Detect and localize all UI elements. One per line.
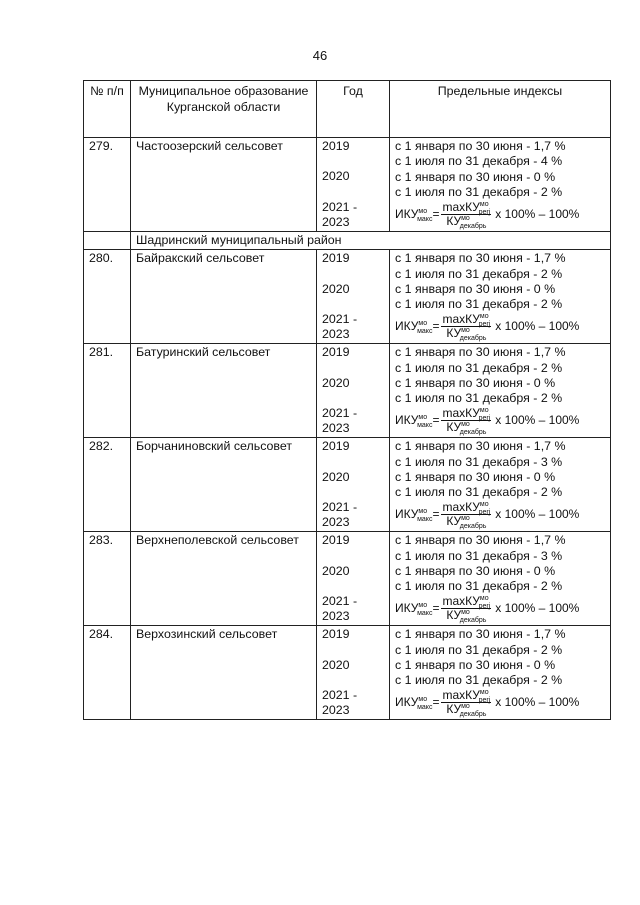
- denominator-base: КУ: [446, 419, 462, 434]
- municipality-name: Частоозерский сельсовет: [136, 139, 283, 153]
- index-line: с 1 июля по 31 декабря - 3 %: [395, 454, 563, 469]
- year-range-end: 2023: [322, 609, 350, 623]
- municipality-name: Байракский сельсовет: [136, 251, 265, 266]
- index-line: с 1 июля по 31 декабря - 2 %: [395, 266, 563, 281]
- row-number: [84, 438, 131, 532]
- index-line: с 1 января по 30 июня - 0 %: [395, 281, 556, 296]
- row-years: [317, 532, 390, 626]
- row-number-text: 280.: [89, 251, 114, 266]
- formula-tail: x 100% – 100%: [495, 694, 580, 709]
- formula-denominator: [446, 609, 486, 622]
- numerator-sub: perj: [478, 209, 491, 216]
- row-indexes: [390, 626, 611, 720]
- numerator-base: maxКУ: [442, 406, 480, 421]
- formula-numerator: [441, 689, 491, 703]
- formula-denominator: [446, 215, 486, 228]
- year-2019: 2019: [322, 627, 350, 642]
- formula-lhs-base: ИКУ: [395, 412, 419, 427]
- formula-tail: x 100% – 100%: [495, 206, 580, 221]
- index-line: с 1 января по 30 июня - 1,7 %: [395, 439, 566, 454]
- formula-lhs-base: ИКУ: [395, 694, 419, 709]
- row-municipality: [131, 250, 317, 344]
- formula-lhs-sub: макс: [417, 703, 433, 711]
- year-range-start: 2021 -: [322, 199, 358, 214]
- row-years: [317, 138, 390, 232]
- municipality-name: Батуринский сельсовет: [136, 345, 271, 360]
- formula-fraction: [441, 594, 491, 624]
- formula-lhs-sub: макс: [417, 609, 433, 617]
- formula-lhs-base: ИКУ: [395, 318, 419, 333]
- formula-equals: =: [432, 206, 440, 221]
- formula-lhs-sup: мо: [418, 601, 428, 609]
- formula-lhs-sup: мо: [418, 207, 428, 215]
- index-line: с 1 января по 30 июня - 0 %: [395, 375, 556, 390]
- formula-tail: x 100% – 100%: [495, 412, 580, 427]
- formula-denominator: [446, 515, 486, 528]
- index-line: с 1 июля по 31 декабря - 2 %: [395, 297, 563, 311]
- formula-lhs-sub: макс: [417, 421, 433, 429]
- index-line: с 1 января по 30 июня - 0 %: [395, 563, 556, 578]
- year-gap: [322, 455, 384, 470]
- numerator-sup: мо: [479, 689, 489, 697]
- row-number-text: 283.: [89, 533, 114, 548]
- formula-lhs: [395, 319, 432, 334]
- denominator-base: КУ: [446, 213, 462, 228]
- year-gap: [322, 643, 384, 658]
- row-municipality: [131, 438, 317, 532]
- formula-lhs-sup: мо: [418, 695, 428, 703]
- index-line: с 1 июля по 31 декабря - 2 %: [395, 184, 563, 199]
- formula-equals: =: [432, 600, 440, 615]
- numerator-base: maxКУ: [442, 500, 480, 515]
- denominator-sup: мо: [461, 702, 470, 710]
- formula-tail: x 100% – 100%: [495, 318, 580, 333]
- index-line: с 1 июля по 31 декабря - 2 %: [395, 485, 563, 499]
- numerator-sup: мо: [479, 201, 489, 208]
- formula-denominator: [446, 421, 486, 434]
- formula-equals: =: [432, 318, 440, 333]
- year-range-start: 2021 -: [322, 593, 358, 608]
- denominator-sup: мо: [461, 420, 470, 428]
- year-2019: 2019: [322, 139, 350, 153]
- formula-lhs-sub: макс: [417, 215, 433, 223]
- denominator-base: КУ: [446, 513, 462, 528]
- year-2019: 2019: [322, 533, 350, 548]
- formula-numerator: [441, 595, 491, 609]
- numerator-sub: perj: [478, 697, 491, 705]
- formula-lhs-base: ИКУ: [395, 506, 419, 521]
- denominator-sub: декабрь: [459, 334, 487, 342]
- row-indexes: [390, 344, 611, 438]
- row-indexes: [390, 532, 611, 626]
- year-gap: [322, 485, 384, 500]
- year-gap: [322, 391, 384, 406]
- index-line: с 1 января по 30 июня - 1,7 %: [395, 627, 566, 642]
- year-2020: 2020: [322, 469, 350, 484]
- row-municipality: [131, 532, 317, 626]
- header-indexes: Предельные индексы: [390, 81, 611, 138]
- row-number: [84, 344, 131, 438]
- year-2020: 2020: [322, 563, 350, 578]
- municipality-name: Борчаниновский сельсовет: [136, 439, 293, 454]
- denominator-sup: мо: [461, 326, 470, 334]
- header-municipality: Муниципальное образование Курганской области: [131, 81, 317, 138]
- row-years: [317, 438, 390, 532]
- denominator-base: КУ: [446, 325, 462, 340]
- index-formula: [395, 500, 605, 530]
- denominator-sub: декабрь: [459, 522, 487, 530]
- formula-tail: x 100% – 100%: [495, 600, 580, 615]
- denominator-sub: декабрь: [459, 222, 487, 230]
- year-gap: [322, 673, 384, 688]
- district-subheading: Шадринский муниципальный район: [131, 232, 611, 250]
- numerator-base: maxКУ: [442, 688, 480, 703]
- numerator-sup: мо: [479, 407, 489, 415]
- district-subheading-row: [84, 232, 611, 250]
- year-range-end: 2023: [322, 421, 350, 435]
- denominator-base: КУ: [446, 607, 462, 622]
- index-formula: [395, 406, 605, 436]
- formula-lhs-sub: макс: [417, 515, 433, 523]
- year-range-end: 2023: [322, 214, 350, 229]
- formula-numerator: [441, 313, 491, 327]
- row-years: [317, 250, 390, 344]
- numerator-sup: мо: [479, 501, 489, 509]
- row-indexes: [390, 250, 611, 344]
- formula-lhs-sup: мо: [418, 319, 428, 327]
- denominator-sup: мо: [461, 608, 470, 616]
- table-row: [84, 138, 611, 232]
- year-gap: [322, 297, 384, 312]
- formula-numerator: [441, 407, 491, 421]
- formula-fraction: [441, 312, 491, 342]
- row-municipality: [131, 344, 317, 438]
- numerator-sub: perj: [478, 509, 491, 517]
- formula-numerator: [441, 501, 491, 515]
- index-line: с 1 января по 30 июня - 1,7 %: [395, 345, 566, 360]
- numerator-base: maxКУ: [442, 594, 480, 609]
- row-number-text: 281.: [89, 345, 114, 360]
- year-2019: 2019: [322, 345, 350, 360]
- row-number-text: 279.: [89, 139, 114, 153]
- formula-lhs: [395, 695, 432, 710]
- table-row: [84, 344, 611, 438]
- formula-lhs-sub: макс: [417, 327, 433, 335]
- year-range-end: 2023: [322, 703, 350, 717]
- year-range-start: 2021 -: [322, 499, 358, 514]
- year-2019: 2019: [322, 439, 350, 454]
- index-line: с 1 июля по 31 декабря - 2 %: [395, 673, 563, 687]
- year-2019: 2019: [322, 251, 350, 266]
- table-header-row: [84, 81, 611, 138]
- year-gap: [322, 185, 384, 200]
- year-2020: 2020: [322, 281, 350, 296]
- formula-lhs-base: ИКУ: [395, 600, 419, 615]
- numerator-sub: perj: [478, 603, 491, 611]
- index-formula: [395, 688, 605, 718]
- index-line: с 1 января по 30 июня - 1,7 %: [395, 139, 566, 153]
- numerator-sup: мо: [479, 313, 489, 321]
- index-line: с 1 июля по 31 декабря - 2 %: [395, 391, 563, 405]
- numerator-base: maxКУ: [442, 200, 480, 214]
- row-number-text: 282.: [89, 439, 114, 454]
- formula-lhs: [395, 207, 432, 222]
- municipality-name: Верхозинский сельсовет: [136, 627, 278, 642]
- index-line: с 1 июля по 31 декабря - 2 %: [395, 642, 563, 657]
- index-line: с 1 июля по 31 декабря - 2 %: [395, 360, 563, 375]
- formula-denominator: [446, 703, 486, 716]
- formula-lhs: [395, 413, 432, 428]
- header-year: Год: [317, 81, 390, 138]
- year-gap: [322, 579, 384, 594]
- subheading-empty-cell: [84, 232, 131, 250]
- year-range-start: 2021 -: [322, 687, 358, 702]
- formula-equals: =: [432, 694, 440, 709]
- formula-fraction: [441, 200, 491, 230]
- page-number: 46: [312, 48, 328, 63]
- denominator-sub: декабрь: [459, 428, 487, 436]
- numerator-sub: perj: [478, 415, 491, 423]
- index-formula: [395, 312, 605, 342]
- formula-lhs: [395, 601, 432, 616]
- formula-lhs: [395, 507, 432, 522]
- row-number: [84, 138, 131, 232]
- table-row: [84, 250, 611, 344]
- formula-equals: =: [432, 506, 440, 521]
- row-years: [317, 626, 390, 720]
- denominator-base: КУ: [446, 701, 462, 716]
- formula-lhs-sup: мо: [418, 413, 428, 421]
- index-formula: [395, 200, 605, 230]
- formula-equals: =: [432, 412, 440, 427]
- year-range-end: 2023: [322, 327, 350, 341]
- year-range-end: 2023: [322, 515, 350, 529]
- formula-lhs-base: ИКУ: [395, 206, 419, 221]
- formula-fraction: [441, 500, 491, 530]
- index-line: с 1 января по 30 июня - 1,7 %: [395, 533, 566, 548]
- formula-fraction: [441, 688, 491, 718]
- row-number: [84, 250, 131, 344]
- index-line: с 1 января по 30 июня - 1,7 %: [395, 251, 566, 266]
- row-municipality: [131, 138, 317, 232]
- year-gap: [322, 154, 384, 169]
- index-formula: [395, 594, 605, 624]
- denominator-sup: мо: [461, 514, 470, 522]
- table-row: [84, 438, 611, 532]
- row-number: [84, 626, 131, 720]
- header-num: № п/п: [84, 81, 131, 138]
- row-indexes: [390, 438, 611, 532]
- formula-tail: x 100% – 100%: [495, 506, 580, 521]
- row-number: [84, 532, 131, 626]
- index-line: с 1 января по 30 июня - 0 %: [395, 469, 556, 484]
- year-range-start: 2021 -: [322, 405, 358, 420]
- row-years: [317, 344, 390, 438]
- year-2020: 2020: [322, 375, 350, 390]
- row-indexes: [390, 138, 611, 232]
- numerator-base: maxКУ: [442, 312, 480, 327]
- formula-numerator: [441, 201, 491, 215]
- index-line: с 1 июля по 31 декабря - 4 %: [395, 154, 563, 169]
- limit-index-table: [83, 80, 611, 720]
- index-line: с 1 июля по 31 декабря - 2 %: [395, 579, 563, 593]
- formula-lhs-sup: мо: [418, 507, 428, 515]
- index-line: с 1 января по 30 июня - 0 %: [395, 169, 556, 184]
- numerator-sub: perj: [478, 321, 491, 329]
- year-2020: 2020: [322, 169, 350, 184]
- formula-denominator: [446, 327, 486, 340]
- index-line: с 1 января по 30 июня - 0 %: [395, 657, 556, 672]
- year-range-start: 2021 -: [322, 311, 358, 326]
- formula-fraction: [441, 406, 491, 436]
- denominator-sup: мо: [461, 214, 470, 222]
- denominator-sub: декабрь: [459, 710, 487, 718]
- denominator-sub: декабрь: [459, 616, 487, 624]
- index-line: с 1 июля по 31 декабря - 3 %: [395, 548, 563, 563]
- numerator-sup: мо: [479, 595, 489, 603]
- row-municipality: [131, 626, 317, 720]
- year-2020: 2020: [322, 657, 350, 672]
- row-number-text: 284.: [89, 627, 114, 642]
- table-row: [84, 532, 611, 626]
- year-gap: [322, 549, 384, 564]
- year-gap: [322, 267, 384, 282]
- table-row: [84, 626, 611, 720]
- year-gap: [322, 361, 384, 376]
- municipality-name: Верхнеполевской сельсовет: [136, 533, 299, 548]
